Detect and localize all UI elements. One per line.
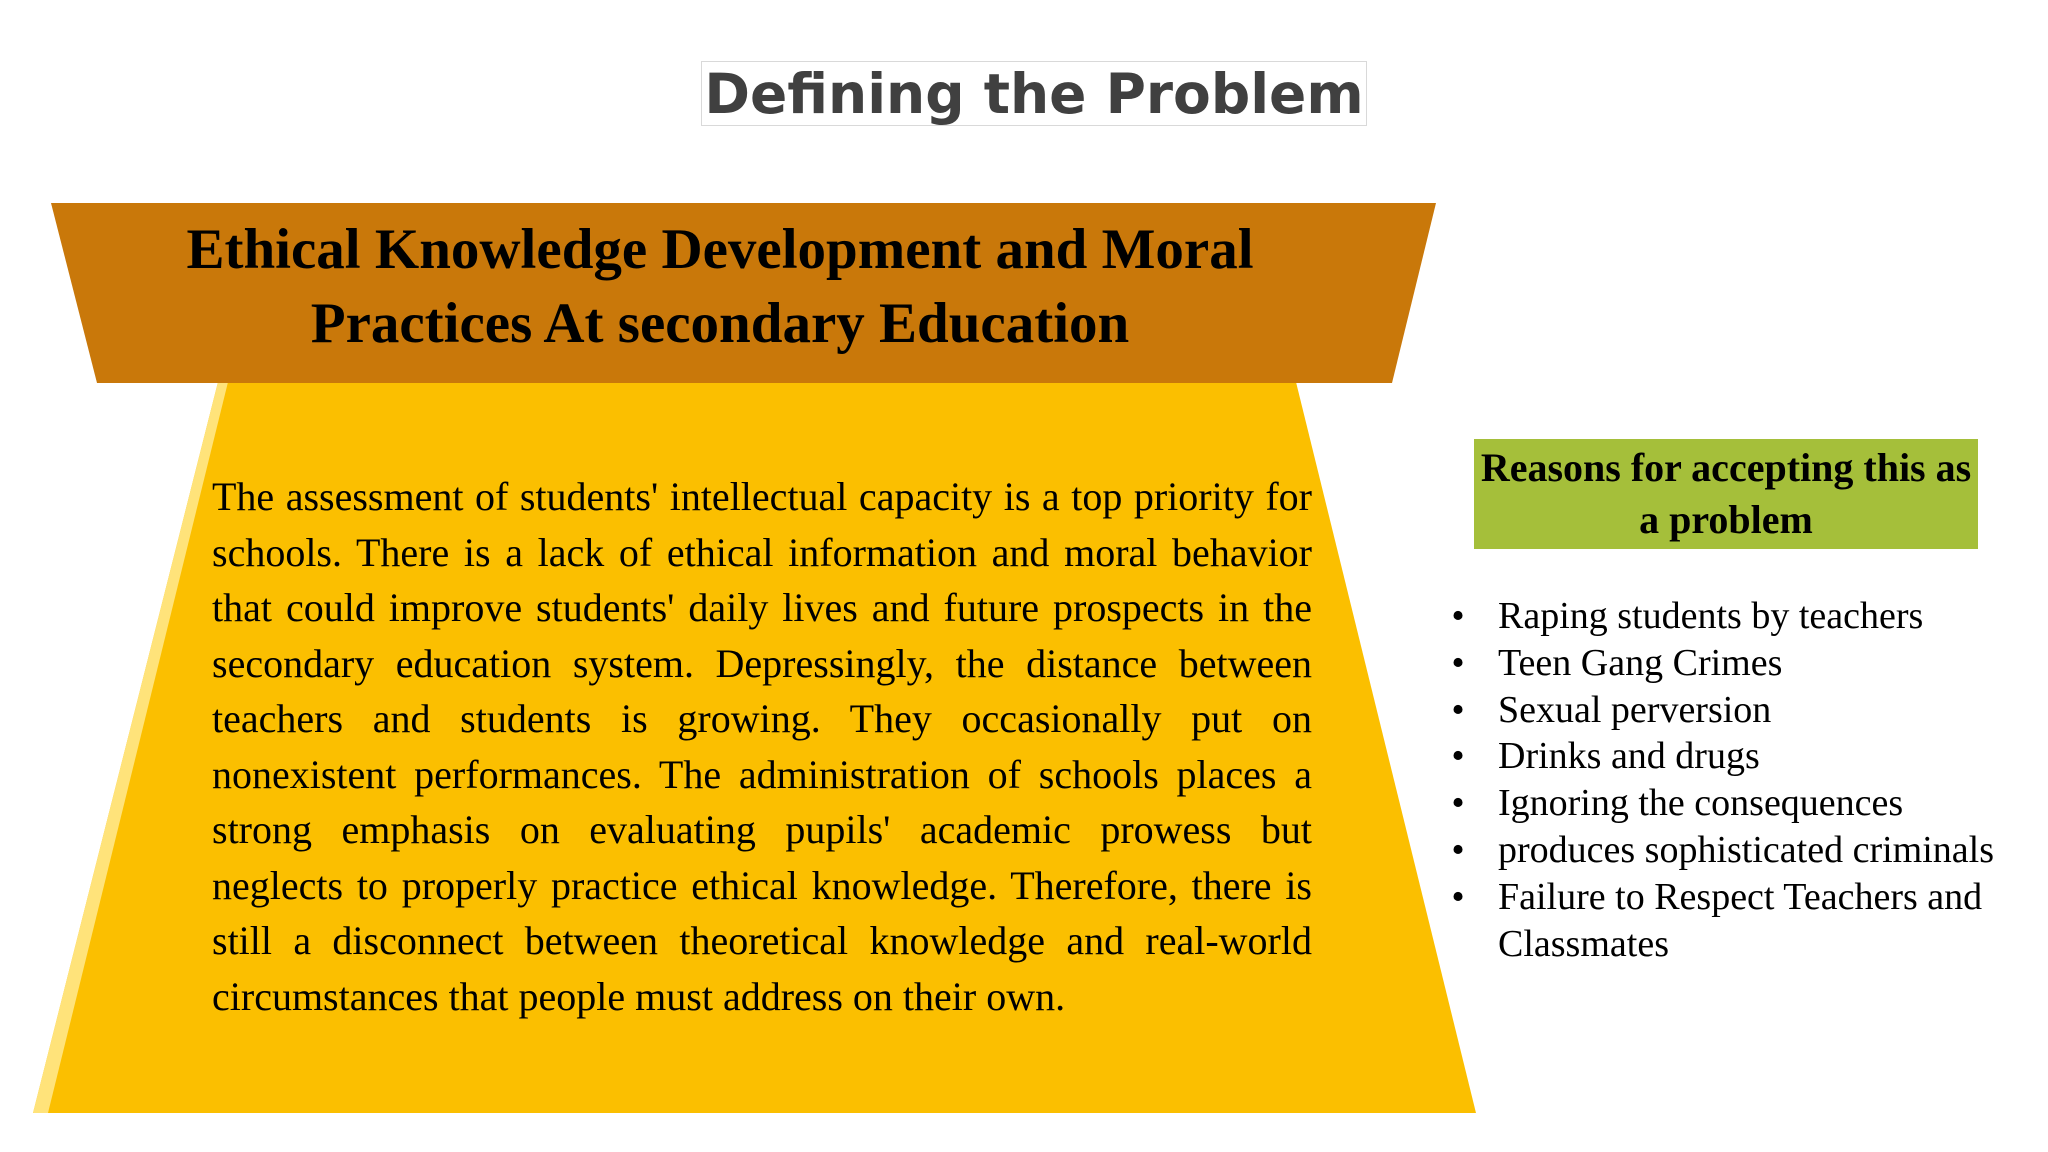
bullet-icon: •	[1451, 688, 1465, 731]
bullet-icon: •	[1451, 595, 1465, 637]
bullet-icon: •	[1451, 875, 1465, 918]
reason-item	[1448, 874, 1998, 968]
reason-item-text: Drinks and drugs	[1498, 735, 1760, 778]
reason-item	[1448, 593, 2048, 640]
reason-item	[1448, 780, 2048, 827]
problem-description: The assessment of students' intellectual capacity is a top priority for schools. There is a lack of ethical information and moral behavior that could improve students' daily lives and future prospects in the secondary education system. Depressingly, the distance between teachers and students is growing. They occasionally put on nonexistent performances. The administration of schools places a strong emphasis on evaluating pupils' academic prowess but neglects to properly practice ethical knowledge. Therefore, there is still a disconnect between theoretical knowledge and real-world circumstances that people must address on their own.	[212, 474, 1312, 1019]
topic-title: Ethical Knowledge Development and Moral Practices At secondary Education	[186, 218, 1254, 355]
reason-item	[1448, 827, 2048, 874]
bullet-icon: •	[1451, 735, 1465, 778]
reason-item-text: produces sophisticated criminals	[1498, 828, 1994, 871]
bullet-icon: •	[1451, 641, 1465, 684]
reason-item	[1448, 687, 2048, 734]
reason-item-text: Teen Gang Crimes	[1498, 641, 1783, 684]
reason-item-text: Raping students by teachers	[1498, 595, 1924, 637]
reasons-list	[1448, 593, 2048, 967]
bullet-icon: •	[1451, 782, 1465, 825]
slide-title: Defining the Problem	[701, 61, 1367, 126]
reason-item-text: Ignoring the consequences	[1498, 782, 1904, 825]
reason-item	[1448, 733, 2048, 780]
reason-item-text: Sexual perversion	[1498, 688, 1772, 731]
reason-item	[1448, 640, 2048, 687]
bullet-icon: •	[1451, 828, 1465, 871]
reasons-heading: Reasons for accepting this as a problem	[1474, 439, 1978, 549]
reason-item-text: Failure to Respect Teachers and Classmates	[1498, 875, 1983, 965]
